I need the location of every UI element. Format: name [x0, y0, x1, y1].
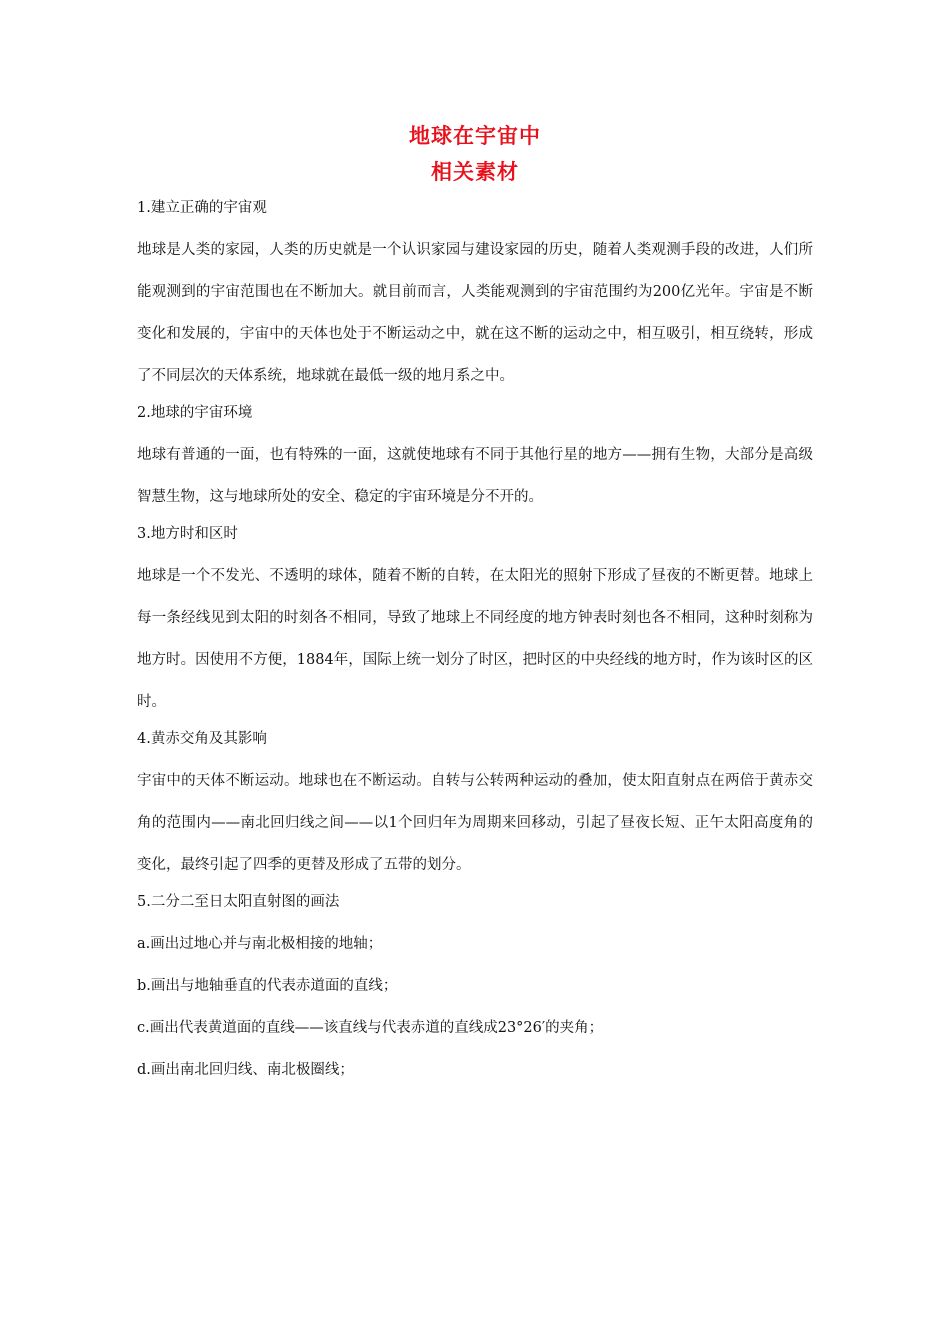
section-heading: 4.黄赤交角及其影响	[137, 731, 267, 747]
section-heading: 5.二分二至日太阳直射图的画法	[137, 894, 340, 910]
drawing-step: a.画出过地心并与南北极相接的地轴；	[137, 936, 383, 952]
section-paragraph: 地球是人类的家园，人类的历史就是一个认识家园与建设家园的历史，随着人类观测手段的改进，人们所能观测到的宇宙范围也在不断加大。就目前而言，人类能观测到的宇宙范围约为200亿光年。宇宙是不断变化和发展的，宇宙中的天体也处于不断运动之中，就在这不断的运动之中，相互吸引，相互绕转，形成了不同层次的天体系统，地球就在最低一级的地月系之中。	[137, 242, 813, 384]
section-paragraph: 地球是一个不发光、不透明的球体，随着不断的自转，在太阳光的照射下形成了昼夜的不断更替。地球上每一条经线见到太阳的时刻各不相同，导致了地球上不同经度的地方钟表时刻也各不相同，这种时刻称为地方时。因使用不方便，1884年，国际上统一划分了时区，把时区的中央经线的地方时，作为该时区的区时。	[137, 568, 813, 710]
document-title: 地球在宇宙中	[409, 124, 541, 148]
section-heading: 2.地球的宇宙环境	[137, 405, 253, 421]
section-paragraph: 宇宙中的天体不断运动。地球也在不断运动。自转与公转两种运动的叠加，使太阳直射点在两倍于黄赤交角的范围内——南北回归线之间——以1个回归年为周期来回移动，引起了昼夜长短、正午太阳高度角的变化，最终引起了四季的更替及形成了五带的划分。	[137, 773, 813, 873]
drawing-step: d.画出南北回归线、南北极圈线；	[137, 1062, 354, 1078]
drawing-step: b.画出与地轴垂直的代表赤道面的直线；	[137, 978, 398, 994]
drawing-step: c.画出代表黄道面的直线——该直线与代表赤道的直线成23°26′的夹角；	[137, 1020, 604, 1036]
document-page	[137, 118, 813, 1100]
section-paragraph: 地球有普通的一面，也有特殊的一面，这就使地球有不同于其他行星的地方——拥有生物，大部分是高级智慧生物，这与地球所处的安全、稳定的宇宙环境是分不开的。	[137, 447, 813, 505]
section-heading: 1.建立正确的宇宙观	[137, 200, 267, 216]
title-block	[137, 118, 813, 190]
section-heading: 3.地方时和区时	[137, 526, 238, 542]
document-subtitle: 相关素材	[431, 160, 519, 184]
